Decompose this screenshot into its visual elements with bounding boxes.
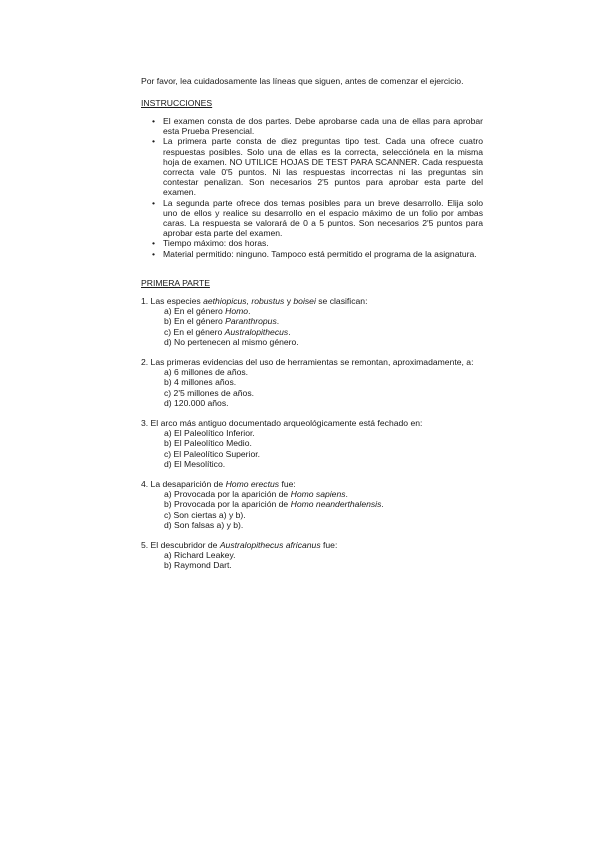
part-one-heading: PRIMERA PARTE — [141, 278, 210, 288]
text-run: c) El Paleolítico Superior. — [164, 448, 261, 459]
text-run: d) No pertenecen al mismo género. — [164, 336, 299, 347]
text-run: . — [276, 316, 280, 327]
text-run: d) 120.000 años. — [164, 397, 229, 408]
instruction-item: • La segunda parte ofrece dos temas posibles para un breve desarrollo. Elija solo uno de ellos y realice su desarrollo en el espacio máximo de un folio por ambas caras. La respuesta se valorará de 0 a 5 puntos. Son necesarios 2'5 puntos para aprobar esta parte del examen. — [163, 198, 483, 239]
text-run: . — [248, 306, 251, 317]
text-run: a) 6 millones de años. — [164, 367, 249, 378]
text-run: b) En el género — [164, 316, 226, 327]
instructions-list — [152, 116, 483, 259]
italic-term: Homo neanderthalensis — [290, 499, 382, 510]
answer-option — [141, 459, 481, 469]
answer-option — [141, 449, 481, 459]
question-stem — [141, 418, 481, 428]
italic-term: Homo erectus — [225, 479, 280, 490]
italic-term: Australopithecus africanus — [219, 540, 321, 551]
instruction-item: • Material permitido: ninguno. Tampoco está permitido el programa de la asignatura. — [163, 249, 483, 259]
answer-option — [141, 337, 481, 347]
question-stem — [141, 357, 481, 367]
question-stem — [141, 479, 481, 489]
answer-option — [141, 510, 481, 520]
text-run: c) 2'5 millones de años. — [164, 387, 255, 398]
italic-term: Australopithecus — [224, 326, 289, 337]
question — [141, 296, 481, 347]
question — [141, 479, 481, 530]
italic-term: boisei — [293, 296, 316, 306]
text-run: b) Provocada por la aparición de — [164, 499, 291, 510]
text-run: y — [284, 296, 294, 306]
answer-option — [141, 306, 481, 316]
intro-text: Por favor, lea cuidadosamente las líneas que siguen, antes de comenzar el ejercicio. — [141, 76, 464, 86]
instructions-heading: INSTRUCCIONES — [141, 98, 213, 108]
text-run: a) Provocada por la aparición de — [164, 489, 291, 500]
text-run: . — [288, 326, 291, 337]
answer-option — [141, 316, 481, 326]
questions-list — [141, 296, 481, 581]
text-run: a) Richard Leakey. — [164, 550, 236, 561]
instruction-item: • Tiempo máximo: dos horas. — [163, 238, 483, 248]
text-run: 2. Las primeras evidencias del uso de herramientas se remontan, aproximadamente, a: — [141, 357, 474, 368]
question — [141, 418, 481, 469]
text-run: 1. Las especies — [141, 296, 204, 306]
text-run: b) Raymond Dart. — [164, 560, 232, 571]
text-run: c) Son ciertas a) y b). — [164, 509, 246, 520]
answer-option — [141, 499, 481, 509]
answer-option — [141, 438, 481, 448]
text-run: a) El Paleolítico Inferior. — [164, 428, 255, 439]
text-run: d) Son falsas a) y b). — [164, 519, 244, 530]
answer-option — [141, 327, 481, 337]
answer-option — [141, 489, 481, 499]
answer-option — [141, 550, 481, 560]
text-run: 3. El arco más antiguo documentado arqueológicamente está fechado en: — [141, 418, 423, 429]
italic-term: Homo — [225, 306, 249, 317]
italic-term: Paranthropus — [225, 316, 277, 327]
question — [141, 540, 481, 571]
text-run: . — [345, 489, 348, 500]
instruction-item: • La primera parte consta de diez preguntas tipo test. Cada una ofrece cuatro respuestas posibles. Solo una de ellas es la correcta, selecciónela en la misma hoja de examen. NO UTILICE HOJAS DE TEST PARA SCANNER. Cada respuesta correcta vale 0'5 puntos. Ni las respuestas incorrectas ni las preguntas sin contestar penalizan. Son necesarios 2'5 puntos para aprobar esta parte del examen. — [163, 136, 483, 197]
text-run: se clasifican: — [315, 296, 368, 306]
text-run: fue: — [320, 540, 338, 551]
question-stem — [141, 296, 481, 306]
answer-option — [141, 377, 481, 387]
answer-option — [141, 560, 481, 570]
answer-option — [141, 388, 481, 398]
answer-option — [141, 520, 481, 530]
text-run: c) En el género — [164, 326, 225, 337]
text-run: a) En el género — [164, 306, 226, 317]
answer-option — [141, 398, 481, 408]
text-run: 4. La desaparición de — [141, 479, 226, 490]
question — [141, 357, 481, 408]
text-run: fue: — [279, 479, 296, 490]
text-run: b) El Paleolítico Medio. — [164, 438, 252, 449]
text-run: d) El Mesolítico. — [164, 458, 226, 469]
answer-option — [141, 428, 481, 438]
instruction-item: • El examen consta de dos partes. Debe aprobarse cada una de ellas para aprobar esta Prueba Presencial. — [163, 116, 483, 136]
text-run: b) 4 millones años. — [164, 377, 237, 388]
text-run: 5. El descubridor de — [141, 540, 220, 551]
italic-term: aethiopicus, robustus — [203, 296, 285, 306]
answer-option — [141, 367, 481, 377]
italic-term: Homo sapiens — [290, 489, 346, 500]
text-run: . — [381, 499, 384, 510]
question-stem — [141, 540, 481, 550]
